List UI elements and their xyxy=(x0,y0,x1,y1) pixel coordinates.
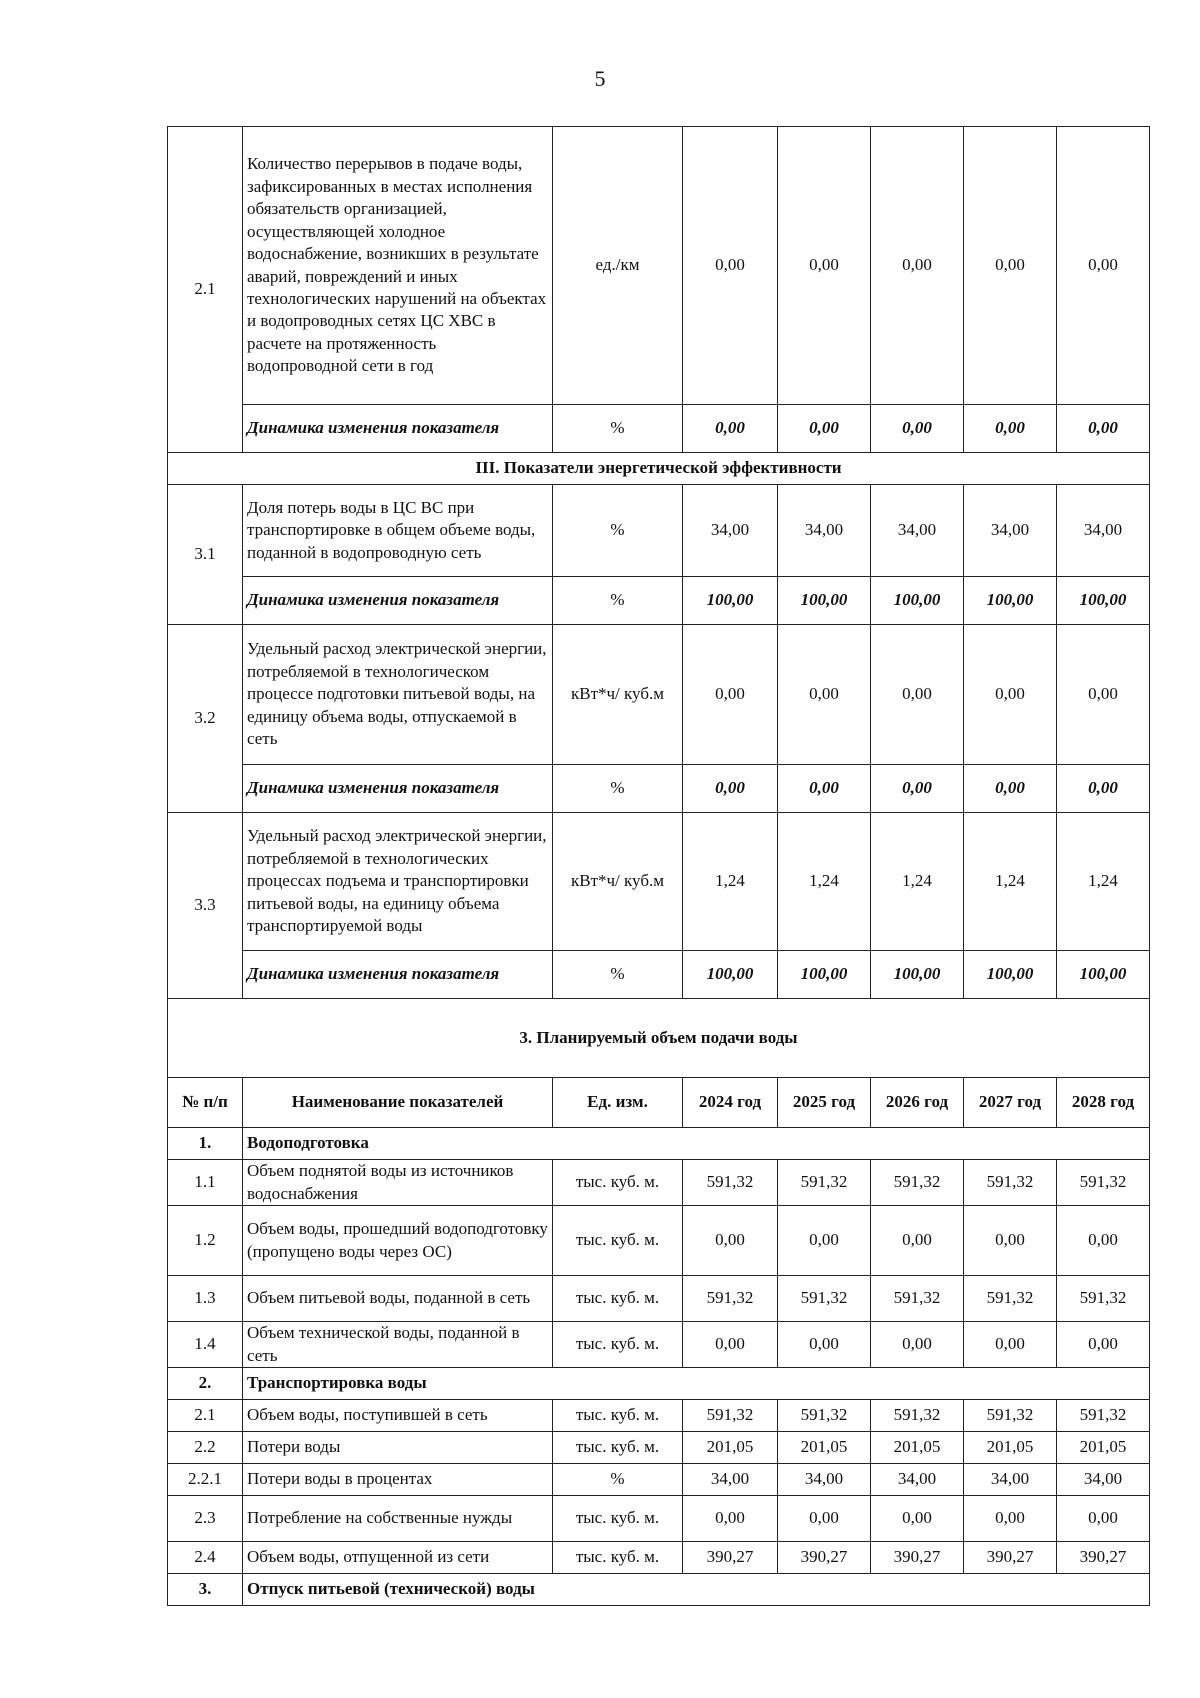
table-row xyxy=(168,625,1150,765)
value-cell: 100,00 xyxy=(1057,577,1150,625)
unit-cell: тыс. куб. м. xyxy=(553,1400,683,1432)
row-number: 3.2 xyxy=(168,625,243,813)
header-year: 2027 год xyxy=(964,1078,1057,1128)
value-cell: 1,24 xyxy=(964,813,1057,951)
row-number: 1.2 xyxy=(168,1206,243,1276)
value-cell: 0,00 xyxy=(778,625,871,765)
value-cell: 100,00 xyxy=(1057,951,1150,999)
table-row xyxy=(168,1322,1150,1368)
value-cell: 100,00 xyxy=(778,577,871,625)
value-cell: 0,00 xyxy=(778,405,871,453)
table-row xyxy=(168,127,1150,405)
value-cell: 34,00 xyxy=(964,485,1057,577)
value-cell: 591,32 xyxy=(871,1400,964,1432)
indicator-name: Объем поднятой воды из источников водоснабжения xyxy=(243,1160,553,1206)
value-cell: 0,00 xyxy=(683,625,778,765)
unit-cell: % xyxy=(553,485,683,577)
header-num: № п/п xyxy=(168,1078,243,1128)
value-cell: 0,00 xyxy=(871,1496,964,1542)
value-cell: 1,24 xyxy=(871,813,964,951)
value-cell: 0,00 xyxy=(964,1206,1057,1276)
value-cell: 0,00 xyxy=(964,1496,1057,1542)
value-cell: 390,27 xyxy=(683,1542,778,1574)
value-cell: 0,00 xyxy=(871,127,964,405)
value-cell: 591,32 xyxy=(964,1160,1057,1206)
value-cell: 390,27 xyxy=(964,1542,1057,1574)
value-cell: 0,00 xyxy=(871,765,964,813)
value-cell: 1,24 xyxy=(1057,813,1150,951)
group-row xyxy=(168,1368,1150,1400)
unit-cell: кВт*ч/ куб.м xyxy=(553,813,683,951)
dynamics-row xyxy=(168,405,1150,453)
indicator-name: Удельный расход электрической энергии, потребляемой в технологическом процессе подготовки питьевой воды, на единицу объема воды, отпускаемой в сеть xyxy=(243,625,553,765)
table-row xyxy=(168,485,1150,577)
value-cell: 0,00 xyxy=(871,405,964,453)
value-cell: 0,00 xyxy=(683,405,778,453)
indicator-name: Потери воды в процентах xyxy=(243,1464,553,1496)
dynamics-row xyxy=(168,951,1150,999)
value-cell: 0,00 xyxy=(871,1322,964,1368)
section-row xyxy=(168,453,1150,485)
value-cell: 1,24 xyxy=(683,813,778,951)
value-cell: 0,00 xyxy=(1057,127,1150,405)
dynamics-label: Динамика изменения показателя xyxy=(243,405,553,453)
value-cell: 100,00 xyxy=(683,951,778,999)
value-cell: 591,32 xyxy=(683,1160,778,1206)
value-cell: 0,00 xyxy=(683,765,778,813)
value-cell: 0,00 xyxy=(1057,1322,1150,1368)
value-cell: 0,00 xyxy=(778,1322,871,1368)
unit-cell: % xyxy=(553,1464,683,1496)
unit-cell: тыс. куб. м. xyxy=(553,1322,683,1368)
value-cell: 201,05 xyxy=(778,1432,871,1464)
value-cell: 34,00 xyxy=(683,485,778,577)
value-cell: 34,00 xyxy=(964,1464,1057,1496)
row-number: 3.1 xyxy=(168,485,243,625)
value-cell: 591,32 xyxy=(871,1276,964,1322)
header-row xyxy=(168,1078,1150,1128)
value-cell: 34,00 xyxy=(778,1464,871,1496)
value-cell: 591,32 xyxy=(778,1160,871,1206)
indicator-name: Объем воды, отпущенной из сети xyxy=(243,1542,553,1574)
table-row xyxy=(168,1160,1150,1206)
value-cell: 100,00 xyxy=(964,577,1057,625)
value-cell: 34,00 xyxy=(1057,1464,1150,1496)
indicator-name: Количество перерывов в подаче воды, зафиксированных в местах исполнения обязательств организацией, осуществляющей холодное водоснабжение, возникших в результате аварий, повреждений и иных технологических нарушений на объектах и водопроводных сетях ЦС ХВС в расчете на протяженность водопроводной сети в год xyxy=(243,127,553,405)
unit-cell: % xyxy=(553,577,683,625)
dynamics-label: Динамика изменения показателя xyxy=(243,951,553,999)
block-title-row xyxy=(168,999,1150,1078)
row-number: 1.1 xyxy=(168,1160,243,1206)
value-cell: 390,27 xyxy=(778,1542,871,1574)
unit-cell: тыс. куб. м. xyxy=(553,1276,683,1322)
value-cell: 0,00 xyxy=(964,625,1057,765)
value-cell: 591,32 xyxy=(683,1400,778,1432)
group-number: 2. xyxy=(168,1368,243,1400)
group-number: 1. xyxy=(168,1128,243,1160)
value-cell: 0,00 xyxy=(1057,405,1150,453)
unit-cell: тыс. куб. м. xyxy=(553,1542,683,1574)
indicator-name: Объем воды, поступившей в сеть xyxy=(243,1400,553,1432)
unit-cell: % xyxy=(553,951,683,999)
indicator-name: Объем питьевой воды, поданной в сеть xyxy=(243,1276,553,1322)
dynamics-row xyxy=(168,765,1150,813)
indicator-name: Объем воды, прошедший водоподготовку (пропущено воды через ОС) xyxy=(243,1206,553,1276)
value-cell: 0,00 xyxy=(683,1206,778,1276)
row-number: 2.1 xyxy=(168,127,243,453)
row-number: 2.2.1 xyxy=(168,1464,243,1496)
row-number: 2.1 xyxy=(168,1400,243,1432)
group-row xyxy=(168,1574,1150,1606)
value-cell: 0,00 xyxy=(964,1322,1057,1368)
value-cell: 100,00 xyxy=(871,951,964,999)
dynamics-label: Динамика изменения показателя xyxy=(243,765,553,813)
value-cell: 591,32 xyxy=(683,1276,778,1322)
table-row xyxy=(168,1400,1150,1432)
value-cell: 0,00 xyxy=(778,765,871,813)
block-title: 3. Планируемый объем подачи воды xyxy=(168,999,1150,1078)
value-cell: 0,00 xyxy=(871,1206,964,1276)
header-year: 2025 год xyxy=(778,1078,871,1128)
value-cell: 100,00 xyxy=(871,577,964,625)
unit-cell: тыс. куб. м. xyxy=(553,1206,683,1276)
indicator-name: Объем технической воды, поданной в сеть xyxy=(243,1322,553,1368)
value-cell: 591,32 xyxy=(1057,1276,1150,1322)
value-cell: 0,00 xyxy=(964,405,1057,453)
header-year: 2028 год xyxy=(1057,1078,1150,1128)
dynamics-label: Динамика изменения показателя xyxy=(243,577,553,625)
group-number: 3. xyxy=(168,1574,243,1606)
value-cell: 0,00 xyxy=(1057,1496,1150,1542)
table-row xyxy=(168,1542,1150,1574)
dynamics-row xyxy=(168,577,1150,625)
indicator-name: Удельный расход электрической энергии, потребляемой в технологических процессах подъема и транспортировки питьевой воды, на единицу объема транспортируемой воды xyxy=(243,813,553,951)
value-cell: 100,00 xyxy=(683,577,778,625)
value-cell: 201,05 xyxy=(871,1432,964,1464)
page-number: 5 xyxy=(594,66,606,91)
value-cell: 100,00 xyxy=(964,951,1057,999)
group-title: Транспортировка воды xyxy=(243,1368,1150,1400)
value-cell: 390,27 xyxy=(1057,1542,1150,1574)
header-name: Наименование показателей xyxy=(243,1078,553,1128)
value-cell: 0,00 xyxy=(964,127,1057,405)
row-number: 3.3 xyxy=(168,813,243,999)
value-cell: 0,00 xyxy=(1057,765,1150,813)
indicators-table xyxy=(167,126,1150,1606)
group-title: Отпуск питьевой (технической) воды xyxy=(243,1574,1150,1606)
unit-cell: тыс. куб. м. xyxy=(553,1496,683,1542)
value-cell: 1,24 xyxy=(778,813,871,951)
unit-cell: тыс. куб. м. xyxy=(553,1160,683,1206)
header-year: 2026 год xyxy=(871,1078,964,1128)
value-cell: 0,00 xyxy=(1057,625,1150,765)
value-cell: 591,32 xyxy=(871,1160,964,1206)
value-cell: 0,00 xyxy=(1057,1206,1150,1276)
header-unit: Ед. изм. xyxy=(553,1078,683,1128)
value-cell: 591,32 xyxy=(964,1400,1057,1432)
table-row xyxy=(168,1432,1150,1464)
value-cell: 0,00 xyxy=(683,1322,778,1368)
unit-cell: ед./км xyxy=(553,127,683,405)
row-number: 2.3 xyxy=(168,1496,243,1542)
value-cell: 0,00 xyxy=(871,625,964,765)
value-cell: 34,00 xyxy=(871,1464,964,1496)
unit-cell: кВт*ч/ куб.м xyxy=(553,625,683,765)
header-year: 2024 год xyxy=(683,1078,778,1128)
value-cell: 34,00 xyxy=(778,485,871,577)
unit-cell: % xyxy=(553,765,683,813)
indicator-name: Потребление на собственные нужды xyxy=(243,1496,553,1542)
value-cell: 390,27 xyxy=(871,1542,964,1574)
value-cell: 0,00 xyxy=(778,1496,871,1542)
indicator-name: Потери воды xyxy=(243,1432,553,1464)
row-number: 1.3 xyxy=(168,1276,243,1322)
value-cell: 34,00 xyxy=(683,1464,778,1496)
value-cell: 591,32 xyxy=(778,1276,871,1322)
value-cell: 591,32 xyxy=(1057,1160,1150,1206)
value-cell: 591,32 xyxy=(778,1400,871,1432)
table-row xyxy=(168,1276,1150,1322)
value-cell: 0,00 xyxy=(683,1496,778,1542)
value-cell: 0,00 xyxy=(683,127,778,405)
table-row xyxy=(168,1206,1150,1276)
value-cell: 0,00 xyxy=(778,127,871,405)
value-cell: 201,05 xyxy=(964,1432,1057,1464)
section-title: III. Показатели энергетической эффективности xyxy=(168,453,1150,485)
table-row xyxy=(168,1464,1150,1496)
table-row xyxy=(168,1496,1150,1542)
table-row xyxy=(168,813,1150,951)
value-cell: 201,05 xyxy=(1057,1432,1150,1464)
value-cell: 591,32 xyxy=(1057,1400,1150,1432)
group-row xyxy=(168,1128,1150,1160)
group-title: Водоподготовка xyxy=(243,1128,1150,1160)
value-cell: 0,00 xyxy=(778,1206,871,1276)
value-cell: 100,00 xyxy=(778,951,871,999)
value-cell: 34,00 xyxy=(1057,485,1150,577)
unit-cell: тыс. куб. м. xyxy=(553,1432,683,1464)
value-cell: 34,00 xyxy=(871,485,964,577)
value-cell: 0,00 xyxy=(964,765,1057,813)
row-number: 1.4 xyxy=(168,1322,243,1368)
value-cell: 591,32 xyxy=(964,1276,1057,1322)
value-cell: 201,05 xyxy=(683,1432,778,1464)
indicator-name: Доля потерь воды в ЦС ВС при транспортировке в общем объеме воды, поданной в водопроводную сеть xyxy=(243,485,553,577)
row-number: 2.4 xyxy=(168,1542,243,1574)
unit-cell: % xyxy=(553,405,683,453)
row-number: 2.2 xyxy=(168,1432,243,1464)
